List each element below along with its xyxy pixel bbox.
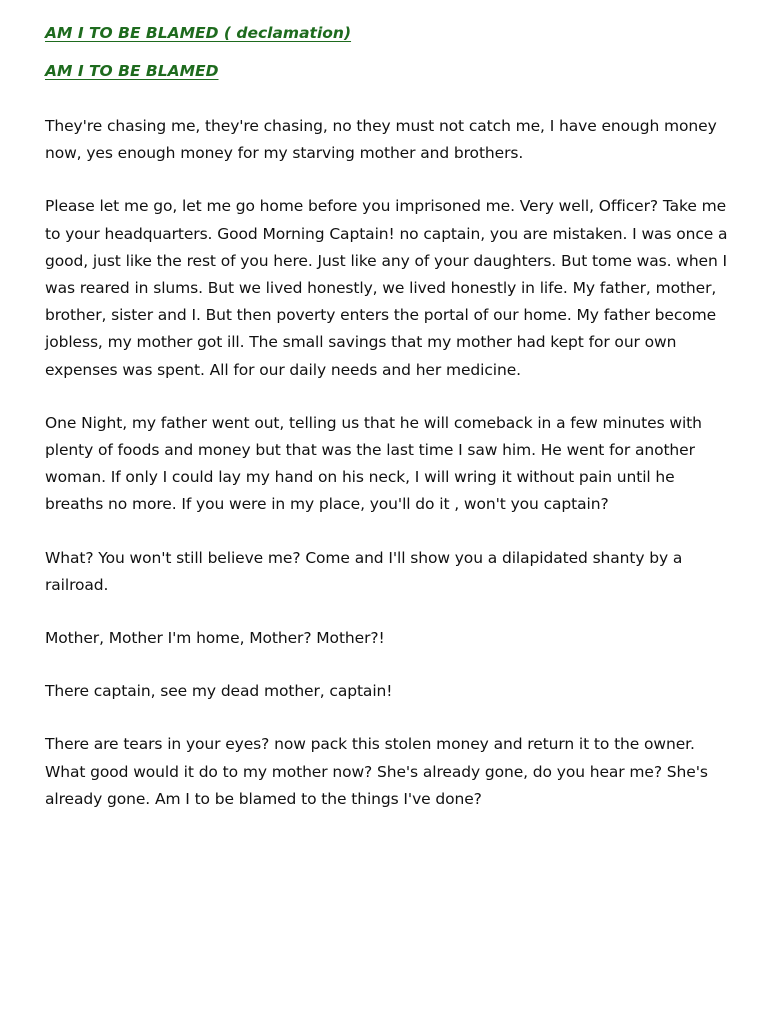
paragraph: Please let me go, let me go home before you imprisoned me. Very well, Officer? Take me to your headquarters. Good Morning Captain! no captain, you are mistaken. I was once a good, just like the rest of you here. Just like any of your daughters. But tome was. when I was reared in slums. But we lived honestly, we lived honestly in life. My father, mother, brother, sister and I. But then poverty enters the portal of our home. My father become jobless, my mother got ill. The small savings that my mother had kept for our own expenses was spent. All for our daily needs and her medicine. (45, 197, 728, 379)
paragraph: They're chasing me, they're chasing, no they must not catch me, I have enough money now, yes enough money for my starving mother and brothers. (45, 117, 717, 163)
paragraph: There are tears in your eyes? now pack this stolen money and return it to the owner. What good would it do to my mother now? She's already gone, do you hear me? She's already gone. Am I to be blamed to the things I've done? (45, 735, 708, 808)
document-subtitle: AM I TO BE BLAMED (45, 62, 219, 80)
paragraph: What? You won't still believe me? Come and I'll show you a dilapidated shanty by a railroad. (45, 548, 683, 594)
document-page (45, 22, 735, 839)
paragraph: Mother, Mother I'm home, Mother? Mother?! (45, 629, 385, 648)
paragraph: One Night, my father went out, telling us that he will comeback in a few minutes with plenty of foods and money but that was the last time I saw him. He went for another woman. If only I could lay my hand on his neck, I will wring it without pain until he breaths no more. If you were in my place, you'll do it , won't you captain? (45, 413, 702, 514)
paragraph: There captain, see my dead mother, captain! (45, 682, 393, 701)
document-title: AM I TO BE BLAMED ( declamation) (45, 24, 352, 42)
